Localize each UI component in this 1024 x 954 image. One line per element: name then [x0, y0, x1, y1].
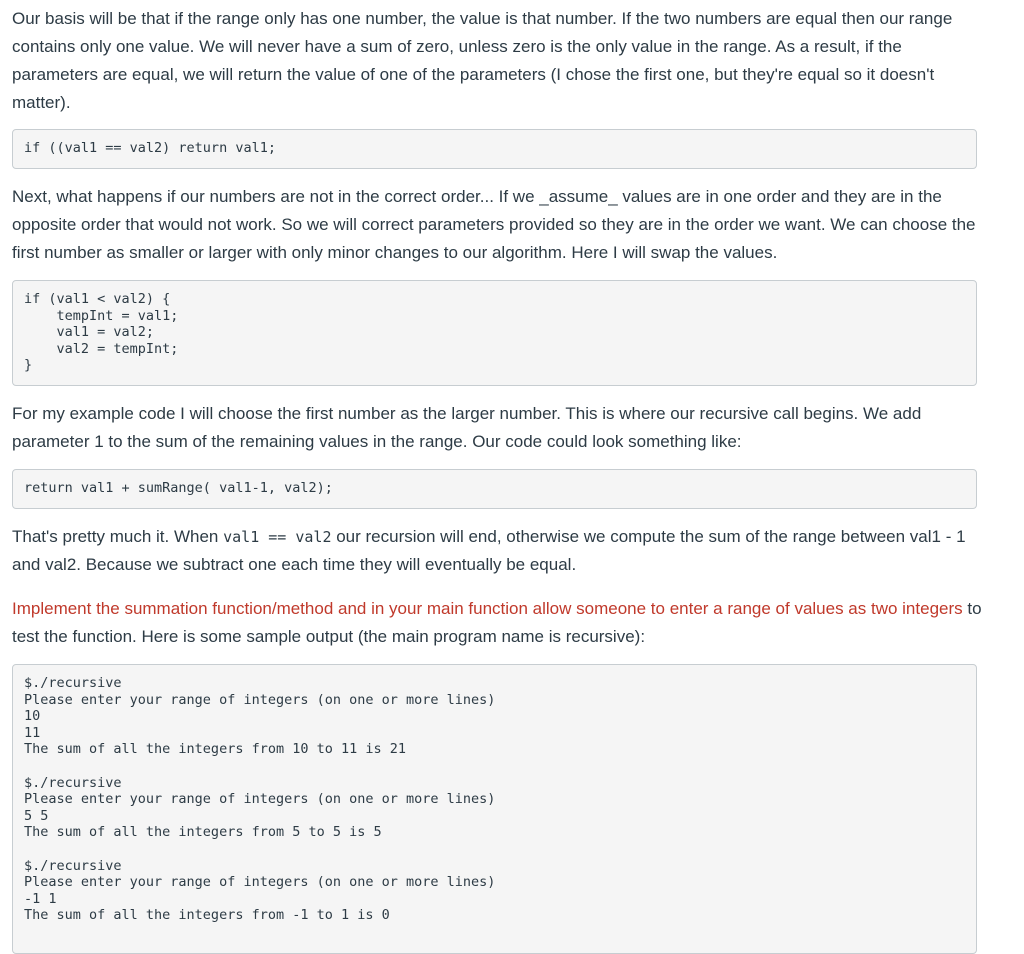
recursion-end-paragraph — [12, 523, 992, 579]
assignment-paragraph — [12, 595, 992, 651]
recursion-end-text-after: our recursion will end, otherwise we compute the sum of the range between val1 - 1 and val2. Because we subtract one each time they will eventually be equal. — [12, 527, 966, 574]
intro-paragraph: Our basis will be that if the range only has one number, the value is that number. If the two numbers are equal then our range contains only one value. We will never have a sum of zero, unless zero is the only value in the range. As a result, if the parameters are equal, we will return the value of one of the parameters (I chose the first one, but they're equal so it doesn't matter). — [12, 9, 953, 112]
ordering-paragraph: Next, what happens if our numbers are not in the correct order... If we _assume_ values are in one order and they are in the opposite order that would not work. So we will correct parameters provided so they are in the order we want. We can choose the first number as smaller or larger with only minor changes to our algorithm. Here I will swap the values. — [12, 187, 976, 262]
assignment-instruction-rest: to test the function. Here is some sample output (the main program name is recursive): — [12, 599, 982, 646]
assignment-instruction-highlight: Implement the summation function/method and in your main function allow someone to enter a range of values as two integers — [12, 599, 963, 618]
code-block-recursive-call: return val1 + sumRange( val1-1, val2); — [12, 469, 977, 509]
recursive-call-paragraph: For my example code I will choose the first number as the larger number. This is where our recursive call begins. We add parameter 1 to the sum of the remaining values in the range. Our code could look something like: — [12, 404, 922, 451]
code-block-sample-output: $./recursive Please enter your range of integers (on one or more lines) 10 11 The sum of all the integers from 10 to 11 is 21 $./recursive Please enter your range of integers (on one or more lines) 5 5 The sum of all the integers from 5 to 5 is 5 $./recursive Please enter your range of integers (on one or more lines) -1 1 The sum of all the integers from -1 to 1 is 0 — [12, 664, 977, 954]
inline-code-condition: val1 == val2 — [223, 528, 332, 546]
code-block-base-case: if ((val1 == val2) return val1; — [12, 129, 977, 169]
recursion-end-text-before: That's pretty much it. When — [12, 527, 224, 546]
code-block-swap: if (val1 < val2) { tempInt = val1; val1 = val2; val2 = tempInt; } — [12, 280, 977, 386]
